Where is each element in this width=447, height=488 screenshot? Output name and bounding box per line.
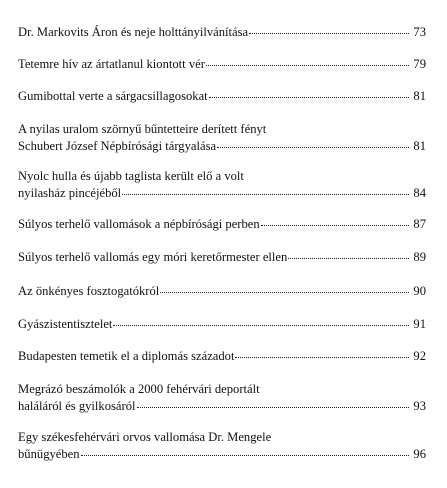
entry-title: Budapesten temetik el a diplomás századot xyxy=(18,349,235,363)
page-number: 91 xyxy=(413,317,426,331)
dot-leader xyxy=(209,96,409,98)
toc-entry xyxy=(18,216,426,233)
entry-title: Gyászistentisztelet xyxy=(18,317,113,331)
page-number: 87 xyxy=(413,217,426,231)
entry-title-continued: nyilasház pincéjéből xyxy=(18,185,122,200)
page-number: 92 xyxy=(413,349,426,363)
entry-title: Az önkényes fosztogatókról xyxy=(18,284,160,298)
toc-entry xyxy=(18,348,426,365)
entry-title: Gumibottal verte a sárgacsillagosokat xyxy=(18,89,208,103)
toc-entry xyxy=(18,121,426,154)
entry-title: Tetemre hív az ártatlanul kiontott vér xyxy=(18,57,205,71)
entry-title-continued: Schubert József Népbírósági tárgyalása xyxy=(18,138,217,153)
toc-entry xyxy=(18,381,426,414)
dot-leader xyxy=(122,193,409,195)
dot-leader xyxy=(235,356,409,358)
entry-title: Dr. Markovits Áron és neje holttányilvánítása xyxy=(18,25,249,39)
toc-entry xyxy=(18,429,426,462)
toc-entry xyxy=(18,283,426,300)
toc-entry xyxy=(18,24,426,41)
toc-entry xyxy=(18,249,426,266)
dot-leader xyxy=(113,324,409,326)
toc-entry xyxy=(18,56,426,73)
toc-entry xyxy=(18,168,426,201)
entry-title: Nyolc hulla és újabb taglista került elő a volt xyxy=(18,169,244,183)
page-number: 79 xyxy=(413,57,426,71)
dot-leader xyxy=(217,146,409,148)
entry-title: A nyilas uralom szörnyű bűntetteire derített fényt xyxy=(18,122,267,136)
dot-leader xyxy=(206,64,409,66)
page-number: 89 xyxy=(413,250,426,264)
dot-leader xyxy=(81,454,409,456)
entry-title: Súlyos terhelő vallomások a népbírósági perben xyxy=(18,217,260,231)
dot-leader xyxy=(137,406,409,408)
toc-entry xyxy=(18,316,426,333)
dot-leader xyxy=(261,224,409,226)
dot-leader xyxy=(249,32,409,34)
page-number: 96 xyxy=(413,446,426,461)
page-number: 84 xyxy=(413,185,426,200)
entry-title: Súlyos terhelő vallomás egy móri keretőrmester ellen xyxy=(18,250,288,264)
page-number: 81 xyxy=(413,89,426,103)
entry-title: Egy székesfehérvári orvos vallomása Dr. Mengele xyxy=(18,430,272,444)
toc-entry xyxy=(18,88,426,105)
page-number: 81 xyxy=(413,138,426,153)
page-number: 90 xyxy=(413,284,426,298)
page-number: 93 xyxy=(413,398,426,413)
dot-leader xyxy=(160,291,409,293)
dot-leader xyxy=(288,257,409,259)
entry-title-continued: bűnügyében xyxy=(18,446,80,461)
entry-title: Megrázó beszámolók a 2000 fehérvári deportált xyxy=(18,382,260,396)
entry-title-continued: haláláról és gyilkosáról xyxy=(18,398,136,413)
page-number: 73 xyxy=(413,25,426,39)
